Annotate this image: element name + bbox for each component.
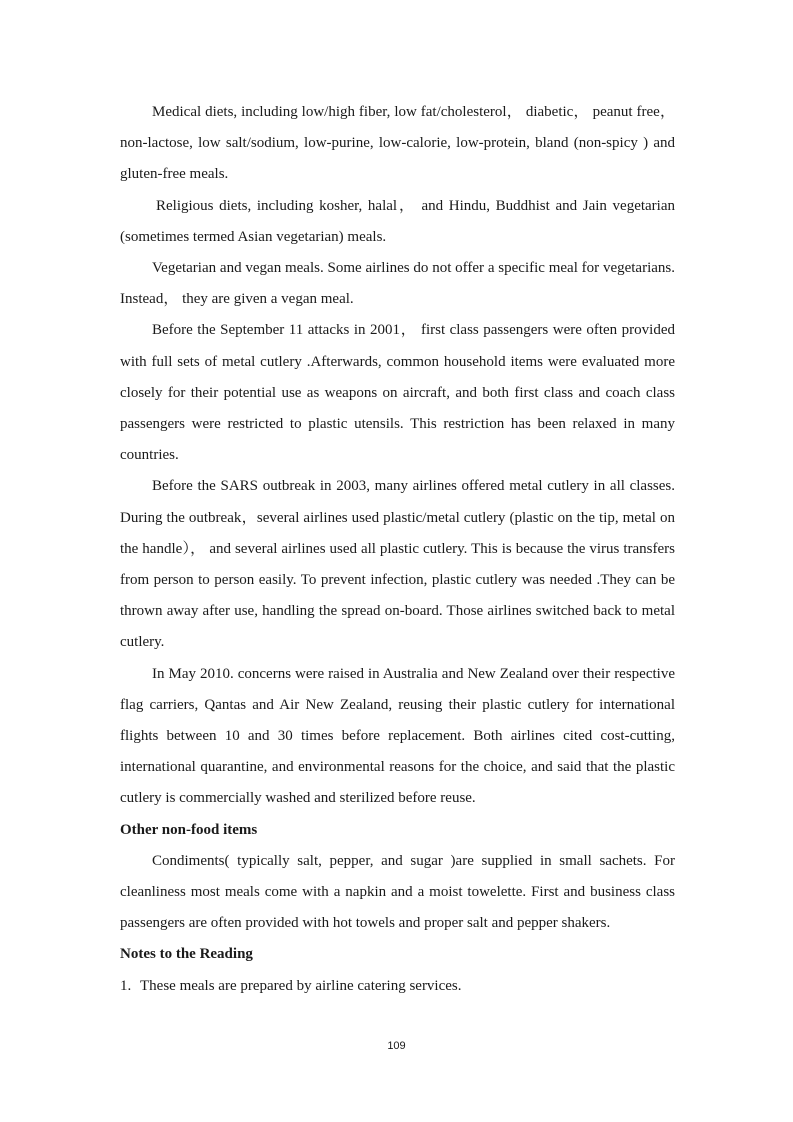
- page-number: 109: [387, 1040, 406, 1052]
- note-text: These meals are prepared by airline catering services.: [140, 977, 462, 994]
- paragraph-condiments: Condiments( typically salt, pepper, and sugar )are supplied in small sachets. For cleanliness most meals come with a napkin and a moist towelette. First and business class passengers are often provided with hot towels and proper salt and pepper shakers.: [120, 852, 675, 932]
- page-body: [120, 97, 675, 1002]
- paragraph-sars-outbreak: Before the SARS outbreak in 2003, many airlines offered metal cutlery in all classes. During the outbreak，several airlines used plastic/metal cutlery (plastic on the tip, metal on the handle）， and several airlines used all plastic cutlery. This is because the virus transfers from person to person easily. To prevent infection, plastic cutlery was needed .They can be thrown away after use, handling the spread on-board. Those airlines switched back to metal cutlery.: [120, 478, 675, 651]
- paragraph-vegetarian-meals: Vegetarian and vegan meals. Some airlines do not offer a specific meal for vegetarians. Instead， they are given a vegan meal.: [120, 260, 675, 308]
- heading-notes-to-the-reading: Notes to the Reading: [120, 946, 253, 963]
- heading-other-non-food-items: Other non-food items: [120, 821, 258, 838]
- paragraph-religious-diets: Religious diets, including kosher, halal， and Hindu, Buddhist and Jain vegetarian (sometimes termed Asian vegetarian) meals.: [120, 197, 675, 245]
- paragraph-medical-diets: Medical diets, including low/high fiber, low fat/cholesterol， diabetic， peanut free， non-lactose, low salt/sodium, low-purine, low-calorie, low-protein, bland (non-spicy ) and gluten-free meals.: [120, 104, 675, 183]
- paragraph-september-11: Before the September 11 attacks in 2001， first class passengers were often provided with full sets of metal cutlery .Afterwards, common household items were evaluated more closely for their potential use as weapons on aircraft, and both first class and coach class passengers were restricted to plastic utensils. This restriction has been relaxed in many countries.: [120, 322, 675, 464]
- note-number: 1.: [120, 977, 132, 994]
- paragraph-may-2010: In May 2010. concerns were raised in Australia and New Zealand over their respective flag carriers, Qantas and Air New Zealand, reusing their plastic cutlery for international flights between 10 and 30 times before replacement. Both airlines cited cost-cutting, international quarantine, and environmental reasons for the choice, and said that the plastic cutlery is commercially washed and sterilized before reuse.: [120, 665, 675, 807]
- note-item: [120, 971, 675, 1002]
